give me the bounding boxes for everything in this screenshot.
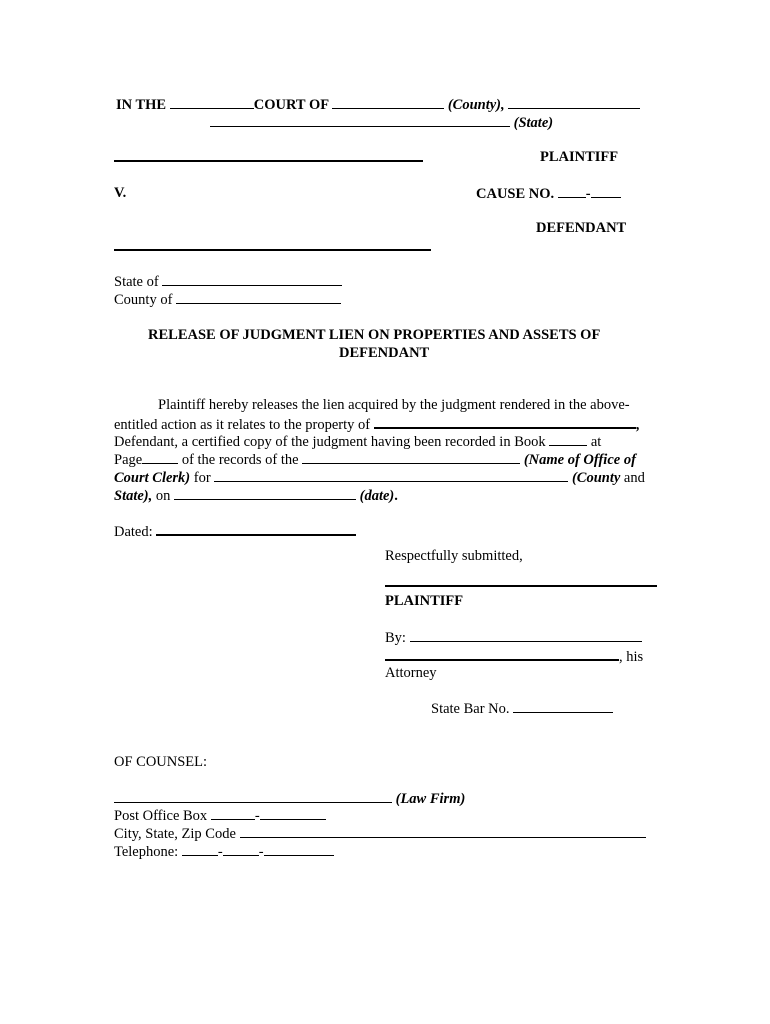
office-label: (Name of Office of xyxy=(523,452,636,468)
telephone-number-blank[interactable] xyxy=(264,842,334,856)
law-firm-label: (Law Firm) xyxy=(395,791,466,807)
telephone-line xyxy=(114,842,334,861)
plaintiff-signature-line[interactable] xyxy=(385,585,657,587)
county-extra-blank[interactable] xyxy=(508,95,640,109)
cause-no-blank-2[interactable] xyxy=(591,184,621,198)
state-bar-blank[interactable] xyxy=(513,699,613,713)
body-text: for xyxy=(193,470,211,486)
state-label: State), xyxy=(114,488,153,504)
clerk-label: Court Clerk) xyxy=(114,470,191,486)
of-counsel-label: OF COUNSEL: xyxy=(114,754,208,770)
caption-court-line xyxy=(116,95,640,114)
his-text: , his xyxy=(619,649,644,665)
po-box-label: Post Office Box xyxy=(114,808,208,824)
by-line xyxy=(385,628,642,647)
recording-date-blank[interactable] xyxy=(174,486,356,500)
county-label: (County xyxy=(571,470,621,486)
attorney-name-line xyxy=(385,646,643,666)
cause-no-dash: - xyxy=(585,186,591,202)
telephone-label: Telephone: xyxy=(114,844,179,860)
defendant-name-line[interactable] xyxy=(114,249,431,251)
attorney-name-blank[interactable] xyxy=(385,646,619,661)
dash: - xyxy=(217,844,223,860)
county-state-blank[interactable] xyxy=(214,468,568,482)
body-text: entitled action as it relates to the property of xyxy=(114,417,371,433)
body-text: Defendant, a certified copy of the judgment having been recorded in Book xyxy=(114,434,546,450)
comma: , xyxy=(635,417,640,433)
cause-no-blank-1[interactable] xyxy=(558,184,586,198)
body-text: and xyxy=(623,470,645,486)
county-of-blank[interactable] xyxy=(176,290,341,304)
body-line-5 xyxy=(114,468,645,487)
state-bar-label: State Bar No. xyxy=(431,701,510,717)
state-of-line xyxy=(114,272,342,291)
state-of-blank[interactable] xyxy=(162,272,342,286)
by-label: By: xyxy=(385,630,406,646)
body-line-1: Plaintiff hereby releases the lien acquired by the judgment rendered in the above- xyxy=(158,397,630,413)
state-label: (State) xyxy=(513,115,554,131)
dash: - xyxy=(254,808,260,824)
by-signature-blank[interactable] xyxy=(410,628,642,642)
body-line-3 xyxy=(114,432,601,451)
defendant-caption-label: DEFENDANT xyxy=(536,220,627,236)
plaintiff-name-line[interactable] xyxy=(114,160,423,162)
clerk-office-blank[interactable] xyxy=(302,450,520,464)
court-of-text: COURT OF xyxy=(253,97,329,113)
dated-label: Dated: xyxy=(114,524,153,540)
property-owner-blank[interactable] xyxy=(374,414,636,429)
page-number-blank[interactable] xyxy=(142,450,178,464)
document-title-line2: DEFENDANT xyxy=(339,345,430,361)
caption-state-line xyxy=(210,113,553,132)
po-box-blank-1[interactable] xyxy=(211,806,255,820)
respectfully-submitted: Respectfully submitted, xyxy=(385,548,523,564)
city-state-zip-line xyxy=(114,824,646,843)
body-line-2 xyxy=(114,414,639,434)
book-number-blank[interactable] xyxy=(549,432,587,446)
plaintiff-caption-label: PLAINTIFF xyxy=(540,149,619,165)
state-of-label: State of xyxy=(114,274,159,290)
county-label: (County), xyxy=(447,97,505,113)
county-blank[interactable] xyxy=(332,95,444,109)
po-box-line xyxy=(114,806,326,825)
period: . xyxy=(394,488,398,504)
dash: - xyxy=(258,844,264,860)
cause-number-line xyxy=(476,184,621,203)
court-name-blank[interactable] xyxy=(170,95,254,109)
law-firm-blank[interactable] xyxy=(114,789,392,803)
state-bar-line xyxy=(431,699,613,718)
city-state-zip-label: City, State, Zip Code xyxy=(114,826,236,842)
dated-blank[interactable] xyxy=(156,521,356,536)
county-of-line xyxy=(114,290,341,309)
county-of-label: County of xyxy=(114,292,173,308)
state-blank[interactable] xyxy=(210,113,510,127)
telephone-prefix-blank[interactable] xyxy=(223,842,259,856)
attorney-label: Attorney xyxy=(385,665,437,681)
dated-line xyxy=(114,521,356,541)
city-state-zip-blank[interactable] xyxy=(240,824,646,838)
body-text: at xyxy=(590,434,602,450)
in-the-text: IN THE xyxy=(116,97,167,113)
plaintiff-signature-label: PLAINTIFF xyxy=(385,593,464,609)
body-text: Page xyxy=(114,452,143,468)
po-box-blank-2[interactable] xyxy=(260,806,326,820)
versus-label: V. xyxy=(114,185,127,201)
cause-no-label: CAUSE NO. xyxy=(476,186,555,202)
body-line-6 xyxy=(114,486,398,505)
body-text: of the records of the xyxy=(181,452,299,468)
body-line-4 xyxy=(114,450,636,469)
document-title-line1: RELEASE OF JUDGMENT LIEN ON PROPERTIES AND ASSETS OF xyxy=(148,327,601,343)
telephone-area-blank[interactable] xyxy=(182,842,218,856)
date-label: (date) xyxy=(359,488,395,504)
body-text: on xyxy=(155,488,171,504)
